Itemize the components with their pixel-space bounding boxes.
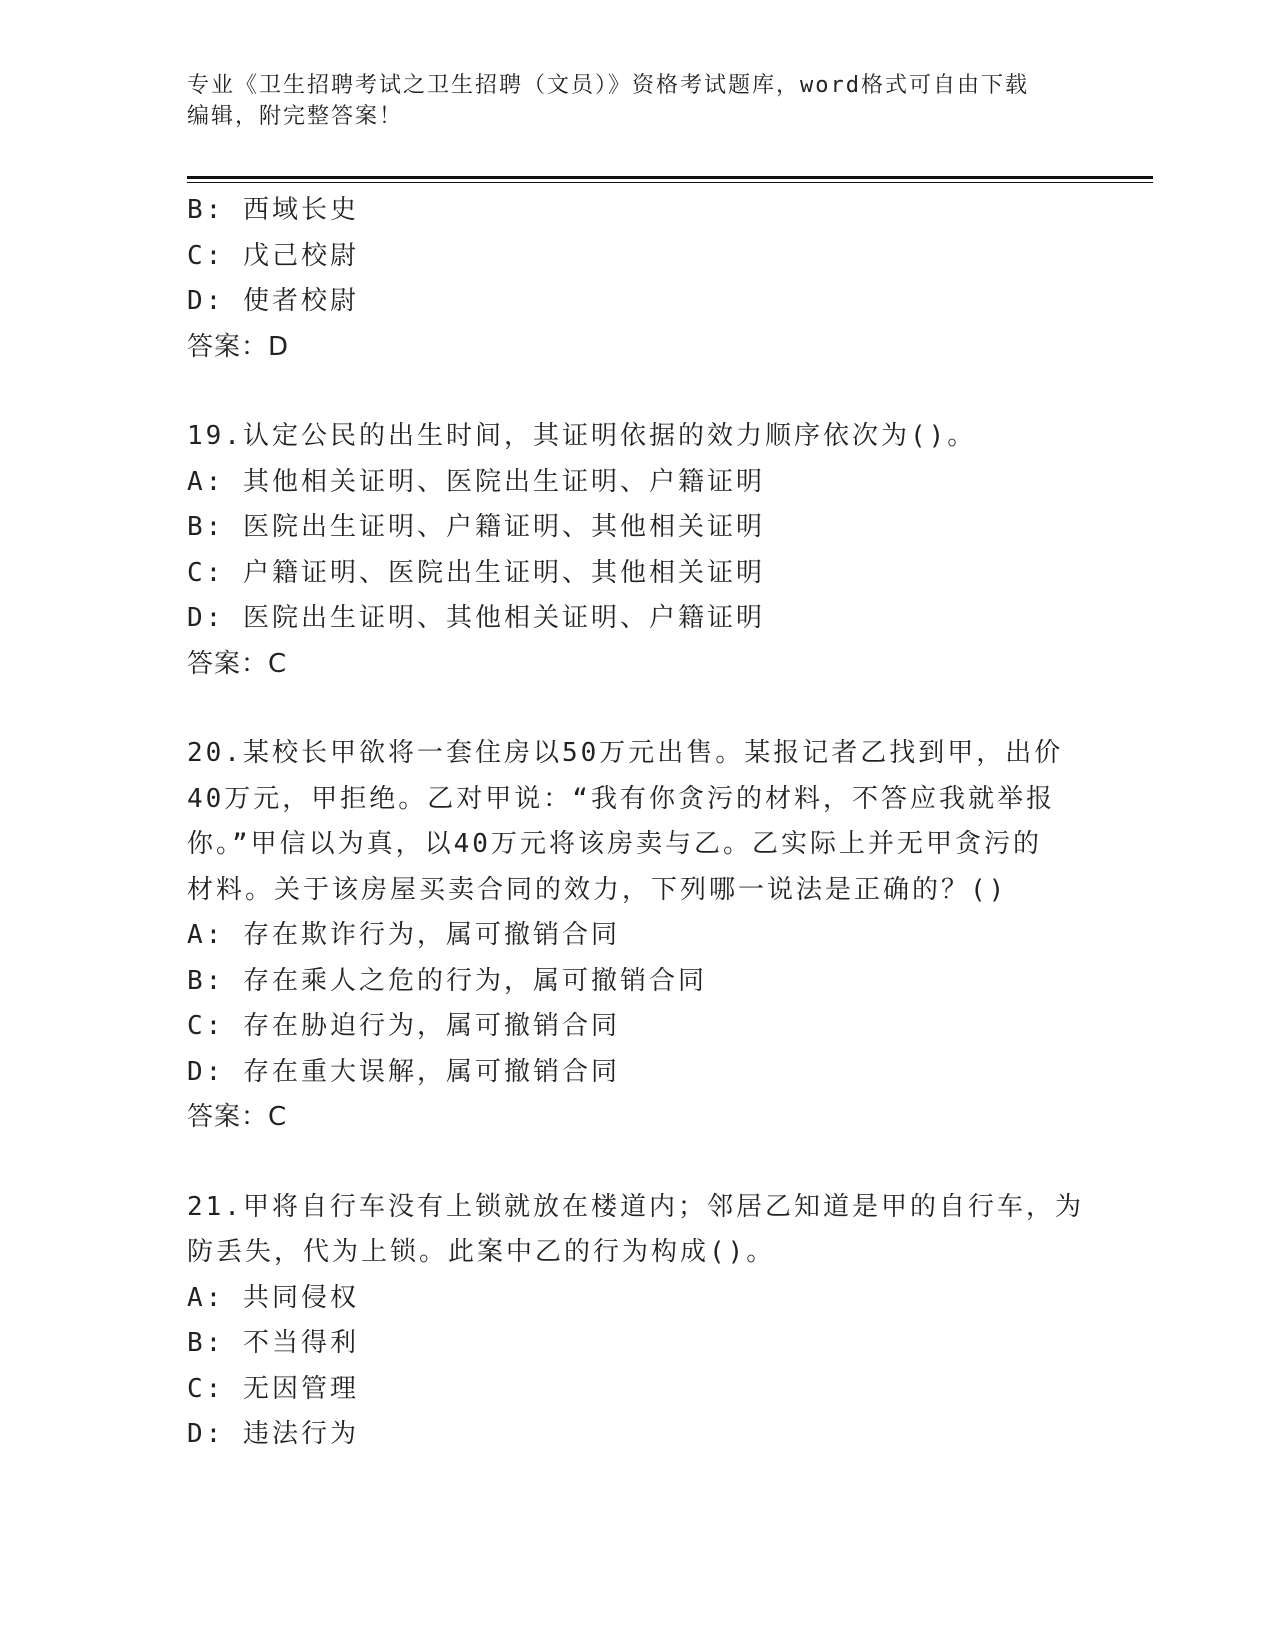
- header-line-2: 编辑，附完整答案！: [187, 104, 404, 129]
- question-19: [187, 414, 1087, 687]
- question-spacer: [187, 687, 1087, 731]
- header-divider-thin: [187, 182, 1153, 183]
- question-spacer: [187, 1141, 1087, 1185]
- question-list: [187, 188, 1087, 1458]
- option-d: D: 存在重大误解，属可撤销合同: [187, 1056, 620, 1087]
- option-a: A: 存在欺诈行为，属可撤销合同: [187, 920, 620, 950]
- question-text-line-1: 21.甲将自行车没有上锁就放在楼道内；邻居乙知道是甲的自行车，为: [187, 1191, 1084, 1222]
- option-b: B: 不当得利: [187, 1328, 359, 1358]
- question-18-tail: [187, 188, 1087, 370]
- option-c: C: 存在胁迫行为，属可撤销合同: [187, 1011, 620, 1041]
- option-a: A: 其他相关证明、医院出生证明、户籍证明: [187, 466, 765, 497]
- option-a: A: 共同侵权: [187, 1282, 359, 1313]
- question-text-line-2: 防丢失，代为上锁。此案中乙的行为构成()。: [187, 1237, 776, 1267]
- question-20: [187, 731, 1087, 1141]
- answer-line: 答案：C: [187, 1102, 288, 1132]
- question-text-line-1: 20.某校长甲欲将一套住房以50万元出售。某报记者乙找到甲，出价: [187, 738, 1064, 768]
- option-d: D: 违法行为: [187, 1419, 359, 1449]
- document-header: [187, 70, 1067, 132]
- option-d: D: 医院出生证明、其他相关证明、户籍证明: [187, 603, 765, 633]
- option-b: B: 存在乘人之危的行为，属可撤销合同: [187, 965, 707, 996]
- option-d: D: 使者校尉: [187, 286, 359, 316]
- question-text-line-4: 材料。关于该房屋买卖合同的效力，下列哪一说法是正确的？(): [187, 874, 1008, 905]
- question-text-line-3: 你。”甲信以为真，以40万元将该房卖与乙。乙实际上并无甲贪污的: [187, 829, 1042, 859]
- header-line-1: 专业《卫生招聘考试之卫生招聘（文员）》资格考试题库，word格式可自由下载: [187, 73, 1029, 98]
- option-b: B: 医院出生证明、户籍证明、其他相关证明: [187, 512, 765, 542]
- question-text-line-2: 40万元，甲拒绝。乙对甲说：“我有你贪污的材料，不答应我就举报: [187, 783, 1055, 814]
- question-text: 19.认定公民的出生时间，其证明依据的效力顺序依次为()。: [187, 421, 977, 451]
- option-c: C: 无因管理: [187, 1373, 359, 1404]
- header-divider-thick: [187, 176, 1153, 179]
- option-c: C: 户籍证明、医院出生证明、其他相关证明: [187, 557, 765, 588]
- option-c: C: 戊己校尉: [187, 240, 359, 271]
- question-21: [187, 1185, 1087, 1458]
- answer-line: 答案：C: [187, 648, 288, 679]
- answer-line: 答案：D: [187, 331, 290, 362]
- question-spacer: [187, 370, 1087, 414]
- option-b: B: 西域长史: [187, 195, 359, 225]
